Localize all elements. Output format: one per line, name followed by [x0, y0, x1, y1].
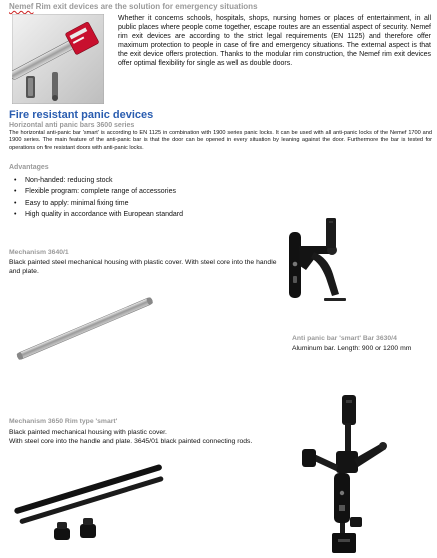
bullet-icon: •: [14, 188, 17, 196]
mechanism-3640-photo: [284, 216, 358, 312]
page-header: [9, 2, 258, 11]
intro-paragraph: Whether it concerns schools, hospitals, shops, nursing homes or places of entertainment, in all public places where people come together, escape routes are an essential aspect of security. Nemef rim exit devices are according to the strict legal requirements (EN 1125) and therefore offer maximum protection to people in case of fire and emergency situations. The external aspect is that the exit device offers protection. Thanks to the modular rim construction, the Nemef rim exit devices offer optimal flexibility for single as well as double doors.: [118, 15, 431, 67]
bullet-icon: •: [14, 210, 17, 218]
brand-word: Nemef: [9, 2, 34, 11]
list-item: • High quality in accordance with European standard: [14, 209, 183, 220]
section-title: Fire resistant panic devices: [9, 109, 154, 121]
mechanism-3640-caption: Mechanism 3640/1: [9, 249, 69, 256]
rim-exit-device-photo: [12, 14, 104, 104]
mechanism-3650-photo: [286, 393, 396, 555]
anti-panic-bar-photo: [10, 293, 160, 365]
header-text: Rim exit devices are the solution for emergency situations: [33, 2, 258, 11]
anti-panic-bar-description: Aluminum bar. Length: 900 or 1200 mm: [292, 345, 412, 352]
section-paragraph: The horizontal anti-panic bar 'smart' is according to EN 1125 in combination with 1900 series panic locks. It can be used with all anti-panic locks of the Nemef 1700 and 1900 series. The main feature of the anti-panic bar is that the door can be opened in every situation by leaning against the door. Furthermore the bar is tested for operations on fire resistant doors with anti-panic locks.: [9, 130, 432, 151]
mechanism-3650-description: Black painted mechanical housing with plastic cover. With steel core into the handle and plate. 3645/01 black painted connecting rods.: [9, 429, 253, 445]
list-item: • Non-handed: reducing stock: [14, 175, 183, 186]
list-item: • Flexible program: complete range of accessories: [14, 186, 183, 197]
bullet-icon: •: [14, 199, 17, 207]
advantages-list: [14, 175, 183, 220]
connecting-rods-photo: [10, 462, 168, 556]
bullet-icon: •: [14, 177, 17, 184]
section-subtitle: Horizontal anti panic bars 3600 series: [9, 122, 135, 129]
mechanism-3640-description: Black painted steel mechanical housing with plastic cover. With steel core into the handle and plate.: [9, 259, 277, 275]
anti-panic-bar-caption: Anti panic bar 'smart' Bar 3630/4: [292, 335, 397, 342]
advantages-title: Advantages: [9, 164, 49, 171]
list-item: • Easy to apply: minimal fixing time: [14, 198, 183, 209]
mechanism-3650-caption: Mechanism 3650 Rim type 'smart': [9, 418, 118, 425]
